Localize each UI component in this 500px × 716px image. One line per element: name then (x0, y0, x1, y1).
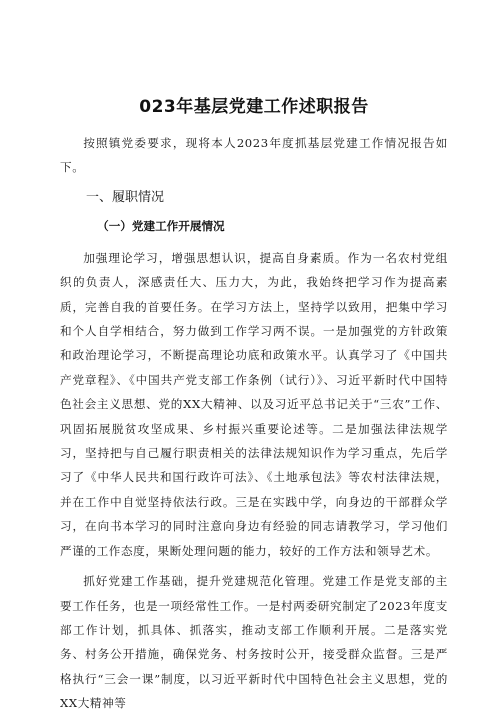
section-heading: 一、履职情况 (86, 189, 165, 205)
subsection-heading: （一）党建工作开展情况 (97, 218, 225, 233)
document-title: 023年基层党建工作述职报告 (139, 97, 369, 117)
body-paragraph-2: 抓好党建工作基础，提升党建规范化管理。党建工作是党支部的主要工作任务，也是一项经常性工作。一是村两委研究制定了2023年度支部工作计划，抓具体、抓落实，推动支部工作顺利开展。二是落实党务、村务公开措施，确保党务、村务按时公开，接受群众监督。三是严格执行“三会一课”制度，以习近平新时代中国特色社会主义思想，党的XX大精神等 (60, 574, 448, 711)
intro-paragraph: 按照镇党委要求，现将本人2023年度抓基层党建工作情况报告如下。 (60, 136, 448, 175)
body-paragraph-1: 加强理论学习，增强思想认识，提高自身素质。作为一名农村党组织的负责人，深感责任大、压力大，为此，我始终把学习作为提高素质，完善自我的首要任务。在学习方法上，坚持学以致用，把集中学习和个人自学相结合，努力做到工作学习两不误。一是加强党的方针政策和政治理论学习，不断提高理论功底和政策水平。认真学习了《中国共产党章程》、《中国共产党支部工作条例（试行）》、习近平新时代中国特色社会主义思想、党的XX大精神、以及习近平总书记关于“三农”工作、巩固拓展脱贫攻坚成果、乡村振兴重要论述等。二是加强法律法规学习，坚持把与自己履行职责相关的法律法规知识作为学习重点，先后学习了《中华人民共和国行政许可法》、《土地承包法》等农村法律法规，并在工作中自觉坚持依法行政。三是在实践中学，向身边的干部群众学习，在向书本学习的同时注意向身边有经验的同志请教学习，学习他们严谨的工作态度，果断处理问题的能力，较好的工作方法和领导艺术。 (60, 250, 448, 558)
